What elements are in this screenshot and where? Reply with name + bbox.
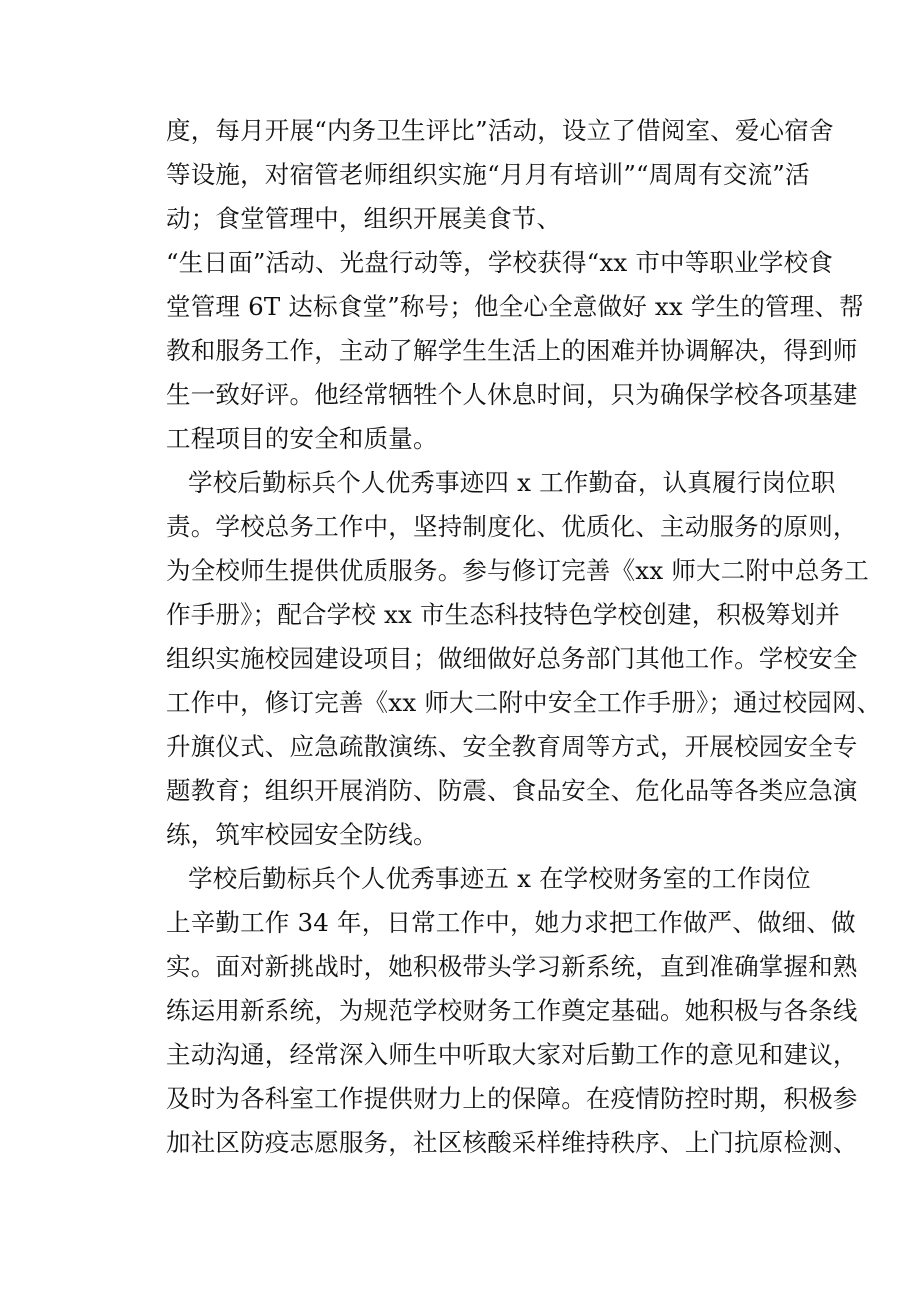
text-line: 上辛勤工作 34 年，日常工作中，她力求把工作做严、做细、做	[166, 908, 856, 937]
text-line: 度，每月开展“内务卫生评比”活动，设立了借阅室、爱心宿舍	[166, 116, 834, 145]
text-line: 升旗仪式、应急疏散演练、安全教育周等方式，开展校园安全专	[166, 732, 858, 761]
text-line: 及时为各科室工作提供财力上的保障。在疫情防控时期，积极参	[166, 1084, 858, 1113]
text-line: 等设施，对宿管老师组织实施“月月有培训”“周周有交流”活	[166, 160, 810, 189]
text-line: 练，筑牢校园安全防线。	[166, 820, 438, 849]
text-line: 责。学校总务工作中，坚持制度化、优质化、主动服务的原则，	[166, 512, 858, 541]
paragraph-first-line: 学校后勤标兵个人优秀事迹五 x 在学校财务室的工作岗位	[188, 864, 811, 893]
text-line: 加社区防疫志愿服务，社区核酸采样维持秩序、上门抗原检测、	[166, 1128, 858, 1157]
paragraph-first-line: 学校后勤标兵个人优秀事迹四 x 工作勤奋，认真履行岗位职	[188, 468, 836, 497]
text-line: 工程项目的安全和质量。	[166, 424, 438, 453]
text-line: 堂管理 6T 达标食堂”称号；他全心全意做好 xx 学生的管理、帮	[166, 292, 864, 321]
text-line: 动；食堂管理中，组织开展美食节、	[166, 204, 562, 233]
text-line: 作手册》；配合学校 xx 市生态科技特色学校创建，积极筹划并	[166, 600, 840, 629]
text-line: 练运用新系统，为规范学校财务工作奠定基础。她积极与各条线	[166, 996, 858, 1025]
text-line: 实。面对新挑战时，她积极带头学习新系统，直到准确掌握和熟	[166, 952, 858, 981]
text-line: 组织实施校园建设项目；做细做好总务部门其他工作。学校安全	[166, 644, 858, 673]
text-line: 主动沟通，经常深入师生中听取大家对后勤工作的意见和建议，	[166, 1040, 858, 1069]
text-line: 生一致好评。他经常牺牲个人休息时间，只为确保学校各项基建	[166, 380, 858, 409]
text-line: 教和服务工作，主动了解学生生活上的困难并协调解决，得到师	[166, 336, 858, 365]
text-line: 工作中，修订完善《xx 师大二附中安全工作手册》；通过校园网、	[166, 688, 882, 717]
text-line: 为全校师生提供优质服务。参与修订完善《xx 师大二附中总务工	[166, 556, 869, 585]
text-line: “生日面”活动、光盘行动等，学校获得“xx 市中等职业学校食	[166, 248, 833, 277]
text-line: 题教育；组织开展消防、防震、食品安全、危化品等各类应急演	[166, 776, 858, 805]
